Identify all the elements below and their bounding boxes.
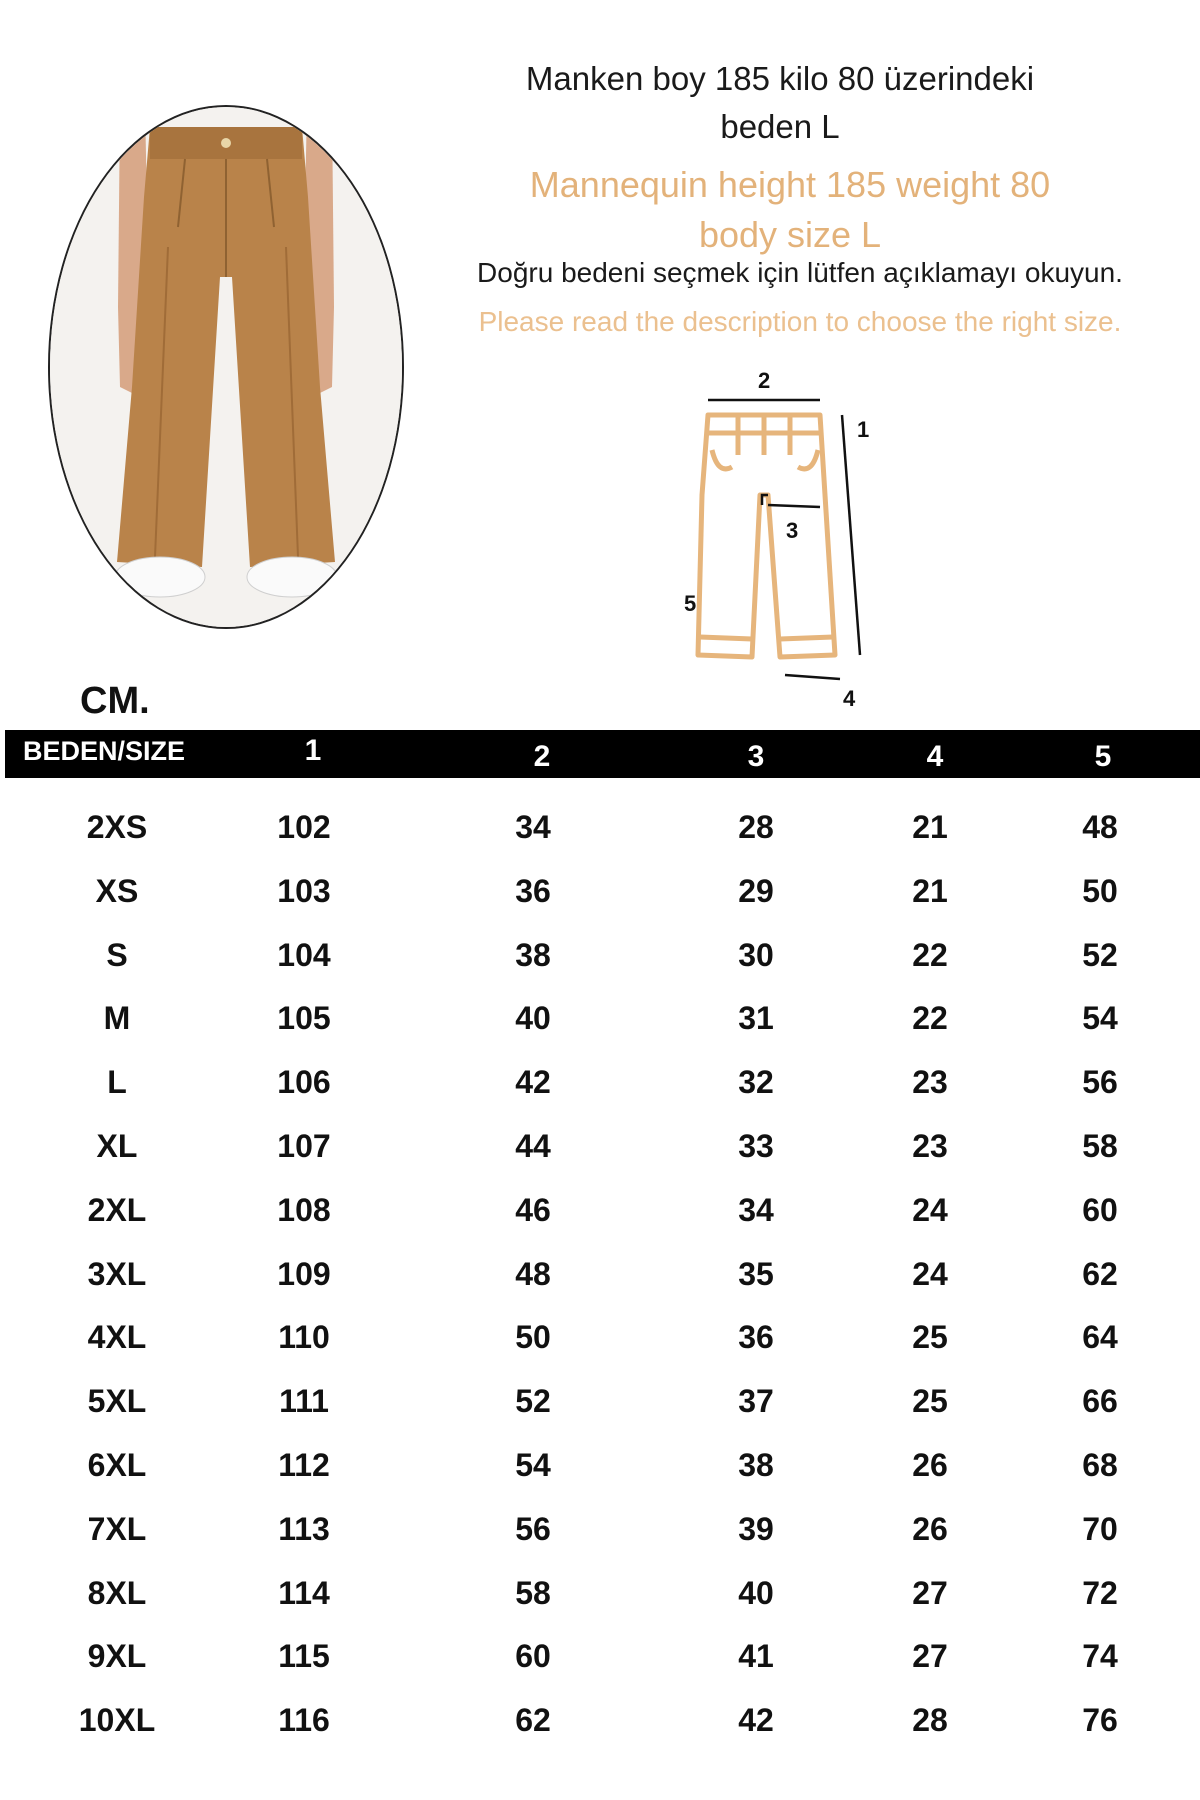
cell-col-5: 68 — [1082, 1447, 1118, 1483]
header-col-5: 5 — [1094, 740, 1112, 773]
cell-col-1: 103 — [277, 872, 331, 909]
cell-col-2: 58 — [515, 1574, 551, 1611]
cell-col-4: 23 — [912, 1128, 948, 1164]
cell-col-2: 52 — [515, 1383, 551, 1420]
cell-col-3: 35 — [738, 1255, 774, 1292]
cell-size: 5XL — [87, 1383, 147, 1420]
cell-col-4: 21 — [912, 872, 948, 909]
table-row — [0, 986, 1200, 1050]
cell-size: XS — [95, 872, 139, 909]
cell-col-4: 25 — [912, 1319, 948, 1356]
instruction-en: Please read the description to choose the right size. — [478, 306, 1122, 337]
diagram-label-2: 2 — [758, 368, 771, 393]
cell-size: 8XL — [87, 1574, 147, 1611]
measurement-diagram — [660, 355, 910, 725]
cell-col-4: 23 — [912, 1064, 948, 1101]
cell-col-1: 104 — [277, 936, 331, 973]
cell-col-5: 64 — [1082, 1319, 1118, 1356]
header-col-4: 4 — [926, 740, 944, 773]
product-photo — [48, 105, 404, 629]
cell-col-2: 38 — [515, 936, 551, 973]
cell-col-3: 42 — [738, 1702, 774, 1739]
cell-col-2: 44 — [515, 1128, 551, 1164]
cell-col-5: 56 — [1082, 1064, 1118, 1101]
cell-size: S — [106, 936, 128, 973]
cell-col-3: 39 — [738, 1510, 774, 1547]
cell-col-3: 31 — [738, 1000, 774, 1037]
cell-col-1: 102 — [277, 809, 331, 845]
cell-col-2: 60 — [515, 1638, 551, 1675]
cell-col-2: 48 — [515, 1255, 551, 1292]
cell-size: 6XL — [87, 1447, 147, 1483]
table-header — [5, 730, 1200, 778]
model-info-tr-line1: Manken boy 185 kilo 80 üzerindeki — [525, 60, 1035, 97]
table-row — [0, 923, 1200, 987]
cell-col-4: 24 — [912, 1255, 948, 1292]
table-row — [0, 1050, 1200, 1114]
header-col-1: 1 — [304, 734, 322, 767]
cell-col-3: 28 — [738, 809, 774, 845]
cell-col-4: 22 — [912, 936, 948, 973]
cell-col-1: 115 — [278, 1638, 330, 1675]
cell-col-3: 37 — [738, 1383, 774, 1420]
table-row — [0, 1242, 1200, 1306]
cell-col-1: 110 — [278, 1319, 330, 1356]
cell-col-2: 42 — [515, 1064, 551, 1101]
cell-col-1: 114 — [278, 1574, 330, 1611]
cell-col-1: 105 — [277, 1000, 331, 1037]
table-row — [0, 1688, 1200, 1752]
cell-col-5: 58 — [1082, 1128, 1118, 1164]
cell-col-5: 70 — [1082, 1510, 1118, 1547]
cell-col-4: 26 — [912, 1510, 948, 1547]
cell-col-1: 109 — [277, 1255, 331, 1292]
cell-size: 10XL — [78, 1702, 156, 1739]
table-row — [0, 859, 1200, 923]
cell-col-1: 116 — [278, 1702, 330, 1739]
cell-col-2: 40 — [515, 1000, 551, 1037]
cell-col-3: 29 — [738, 872, 774, 909]
cell-col-2: 50 — [515, 1319, 551, 1356]
cell-col-2: 46 — [515, 1191, 551, 1228]
cell-size: 2XS — [86, 809, 148, 845]
cell-col-5: 74 — [1082, 1638, 1118, 1675]
cell-col-2: 54 — [515, 1447, 551, 1483]
cell-col-1: 111 — [279, 1383, 329, 1420]
cell-col-5: 76 — [1082, 1702, 1118, 1739]
cell-size: 9XL — [87, 1638, 147, 1675]
cell-size: 3XL — [87, 1255, 147, 1292]
cell-size: 7XL — [87, 1510, 147, 1547]
header-size: BEDEN/SIZE — [23, 736, 186, 766]
cell-size: L — [107, 1064, 127, 1101]
diagram-label-4: 4 — [843, 686, 856, 711]
cell-col-2: 56 — [515, 1510, 551, 1547]
cell-col-3: 30 — [738, 936, 774, 973]
cell-col-1: 106 — [277, 1064, 331, 1101]
cell-size: XL — [96, 1128, 138, 1164]
table-row — [0, 1433, 1200, 1497]
cell-col-4: 27 — [912, 1638, 948, 1675]
cell-col-2: 62 — [515, 1702, 551, 1739]
cell-col-3: 33 — [738, 1128, 774, 1164]
cell-col-2: 36 — [515, 872, 551, 909]
diagram-label-5: 5 — [684, 591, 697, 616]
model-info-en-line1: Mannequin height 185 weight 80 — [529, 164, 1051, 205]
table-row — [0, 1178, 1200, 1242]
cell-size: M — [103, 1000, 131, 1037]
cell-col-4: 24 — [912, 1191, 948, 1228]
cell-col-3: 40 — [738, 1574, 774, 1611]
cell-col-1: 112 — [278, 1447, 330, 1483]
cell-col-5: 54 — [1082, 1000, 1118, 1037]
diagram-label-1: 1 — [857, 417, 870, 442]
cell-col-3: 38 — [738, 1447, 774, 1483]
cell-col-4: 22 — [912, 1000, 948, 1037]
model-info-tr-line2: beden L — [720, 108, 840, 145]
cell-col-4: 27 — [912, 1574, 948, 1611]
cell-col-4: 21 — [912, 809, 948, 845]
header-col-2: 2 — [533, 740, 551, 773]
cell-col-5: 66 — [1082, 1383, 1118, 1420]
cell-col-5: 60 — [1082, 1191, 1118, 1228]
table-row — [0, 795, 1200, 859]
pants-photo-illustration — [50, 107, 402, 627]
cell-col-3: 32 — [738, 1064, 774, 1101]
cell-col-5: 50 — [1082, 872, 1118, 909]
cell-col-5: 72 — [1082, 1574, 1118, 1611]
cell-col-1: 108 — [277, 1191, 331, 1228]
pants-outline-icon — [698, 415, 835, 657]
diagram-label-3: 3 — [786, 518, 799, 543]
table-row — [0, 1561, 1200, 1625]
table-row — [0, 1497, 1200, 1561]
cell-size: 4XL — [87, 1319, 147, 1356]
table-row — [0, 1305, 1200, 1369]
cell-col-4: 28 — [912, 1702, 948, 1739]
cell-col-3: 36 — [738, 1319, 774, 1356]
cell-col-5: 62 — [1082, 1255, 1118, 1292]
header-col-3: 3 — [747, 740, 765, 773]
cell-col-1: 107 — [277, 1128, 331, 1164]
table-row — [0, 1114, 1200, 1178]
cell-col-5: 48 — [1082, 809, 1118, 845]
table-row — [0, 1624, 1200, 1688]
instruction-tr: Doğru bedeni seçmek için lütfen açıklamayı okuyun. — [477, 257, 1123, 288]
model-info-en-line2: body size L — [698, 214, 882, 255]
unit-label: CM. — [80, 680, 150, 722]
cell-size: 2XL — [87, 1191, 147, 1228]
cell-col-2: 34 — [515, 809, 551, 845]
cell-col-4: 25 — [912, 1383, 948, 1420]
cell-col-5: 52 — [1082, 936, 1118, 973]
cell-col-3: 34 — [738, 1191, 774, 1228]
table-row — [0, 1369, 1200, 1433]
cell-col-1: 113 — [278, 1510, 330, 1547]
cell-col-4: 26 — [912, 1447, 948, 1483]
cell-col-3: 41 — [738, 1638, 774, 1675]
